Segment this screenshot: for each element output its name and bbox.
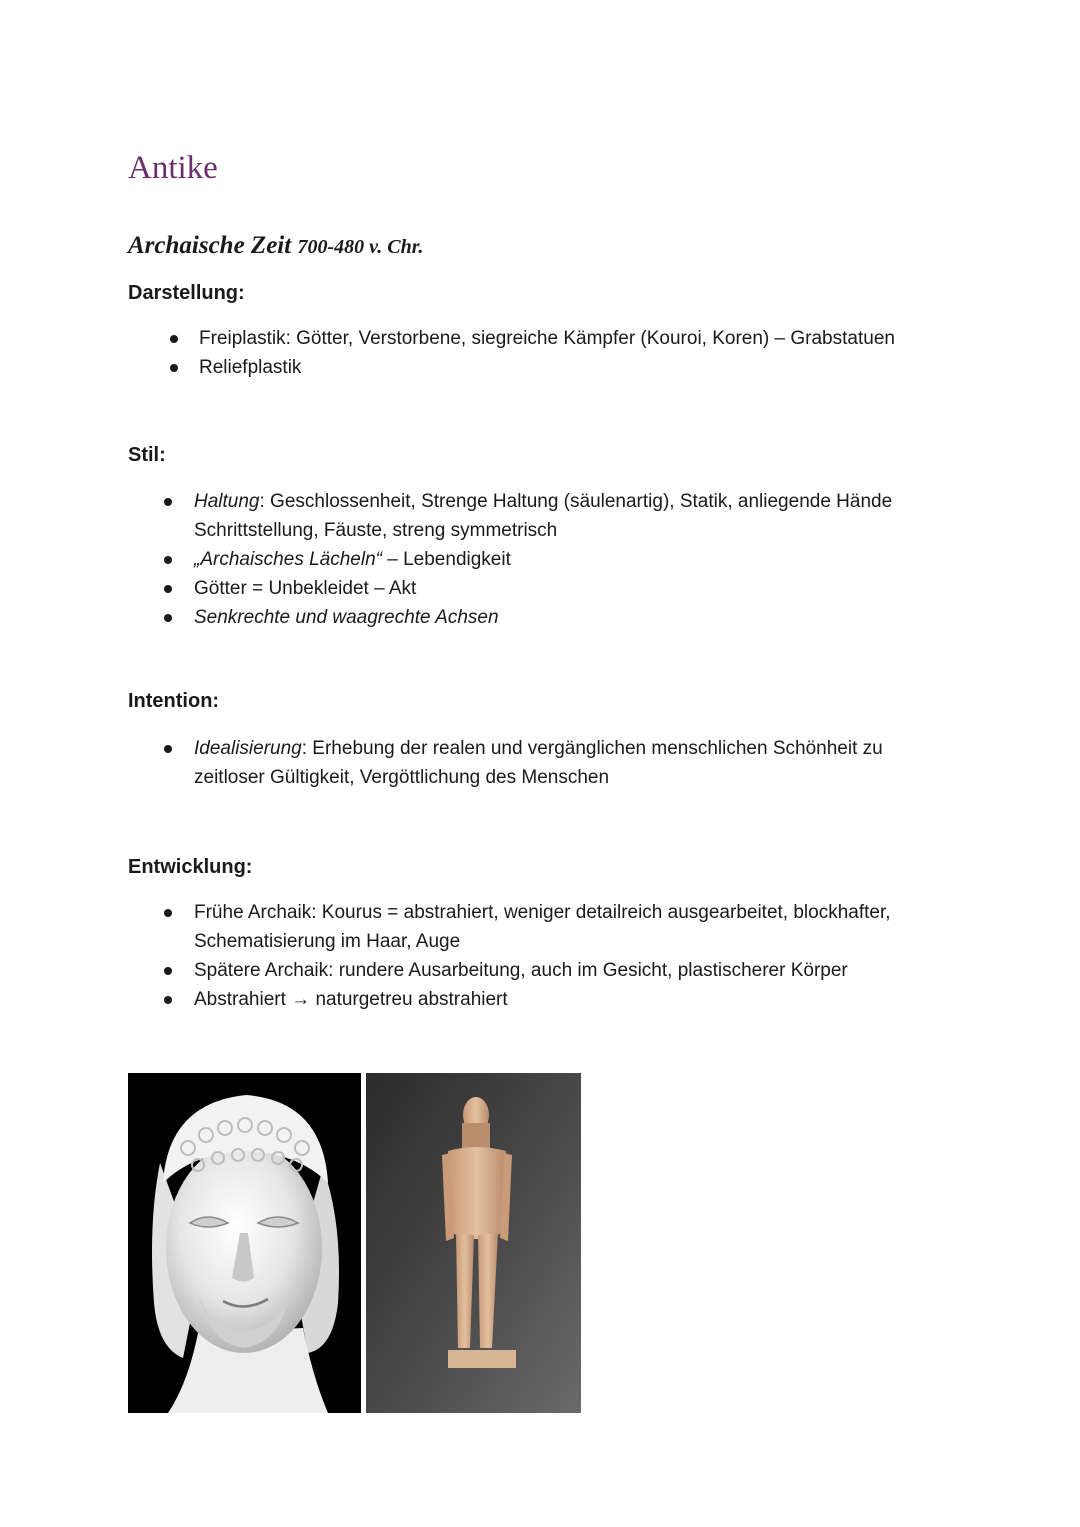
list-item-text: naturgetreu abstrahiert — [315, 989, 508, 1010]
list-item-text: – Lebendigkeit — [381, 549, 511, 570]
list-darstellung — [199, 324, 895, 382]
page-title: Antike — [128, 150, 218, 186]
kouros-head-photo — [128, 1073, 361, 1413]
list-item-text: Frühe Archaik: Kourus = abstrahiert, weniger detailreich ausgearbeitet, blockhafter, — [194, 902, 891, 923]
list-item — [194, 487, 892, 545]
list-item-text: Schematisierung im Haar, Auge — [194, 931, 461, 952]
arrow-right-icon: → — [291, 989, 311, 1010]
list-item — [194, 985, 891, 1014]
list-stil — [194, 487, 892, 632]
period-subtitle — [128, 232, 423, 260]
heading-stil: Stil: — [128, 444, 166, 466]
list-item: Reliefplastik — [199, 353, 895, 382]
list-entwicklung — [194, 898, 891, 1014]
heading-darstellung: Darstellung: — [128, 282, 245, 304]
list-item-text: : Geschlossenheit, Strenge Haltung (säulenartig), Statik, anliegende Hände — [259, 491, 893, 512]
list-item-emphasis: Haltung — [194, 491, 260, 512]
heading-intention: Intention: — [128, 690, 220, 712]
period-date: 700-480 v. Chr. — [297, 236, 424, 258]
list-item — [194, 898, 891, 956]
list-item: Freiplastik: Götter, Verstorbene, siegreiche Kämpfer (Kouroi, Koren) – Grabstatuen — [199, 324, 895, 353]
list-intention — [194, 734, 883, 792]
list-item-text: Schrittstellung, Fäuste, streng symmetrisch — [194, 520, 558, 541]
list-item-emphasis: Idealisierung — [194, 738, 302, 759]
list-item-text: : Erhebung der realen und vergänglichen menschlichen Schönheit zu — [301, 738, 883, 759]
heading-entwicklung: Entwicklung: — [128, 856, 253, 878]
list-item: Spätere Archaik: rundere Ausarbeitung, auch im Gesicht, plastischerer Körper — [194, 956, 891, 985]
list-item — [194, 545, 892, 574]
list-item — [194, 734, 883, 792]
list-item-text: Abstrahiert — [194, 989, 286, 1010]
kouros-head-illustration — [128, 1073, 361, 1413]
kouros-statue-photo — [366, 1073, 581, 1413]
kouros-statue-illustration — [366, 1073, 581, 1413]
list-item: Götter = Unbekleidet – Akt — [194, 574, 892, 603]
period-name: Archaische Zeit — [128, 232, 292, 259]
list-item-emphasis: „Archaisches Lächeln“ — [194, 549, 382, 570]
list-item-text: zeitloser Gültigkeit, Vergöttlichung des Menschen — [194, 767, 610, 788]
list-item-emphasis: Senkrechte und waagrechte Achsen — [194, 607, 499, 628]
list-item — [194, 603, 892, 632]
